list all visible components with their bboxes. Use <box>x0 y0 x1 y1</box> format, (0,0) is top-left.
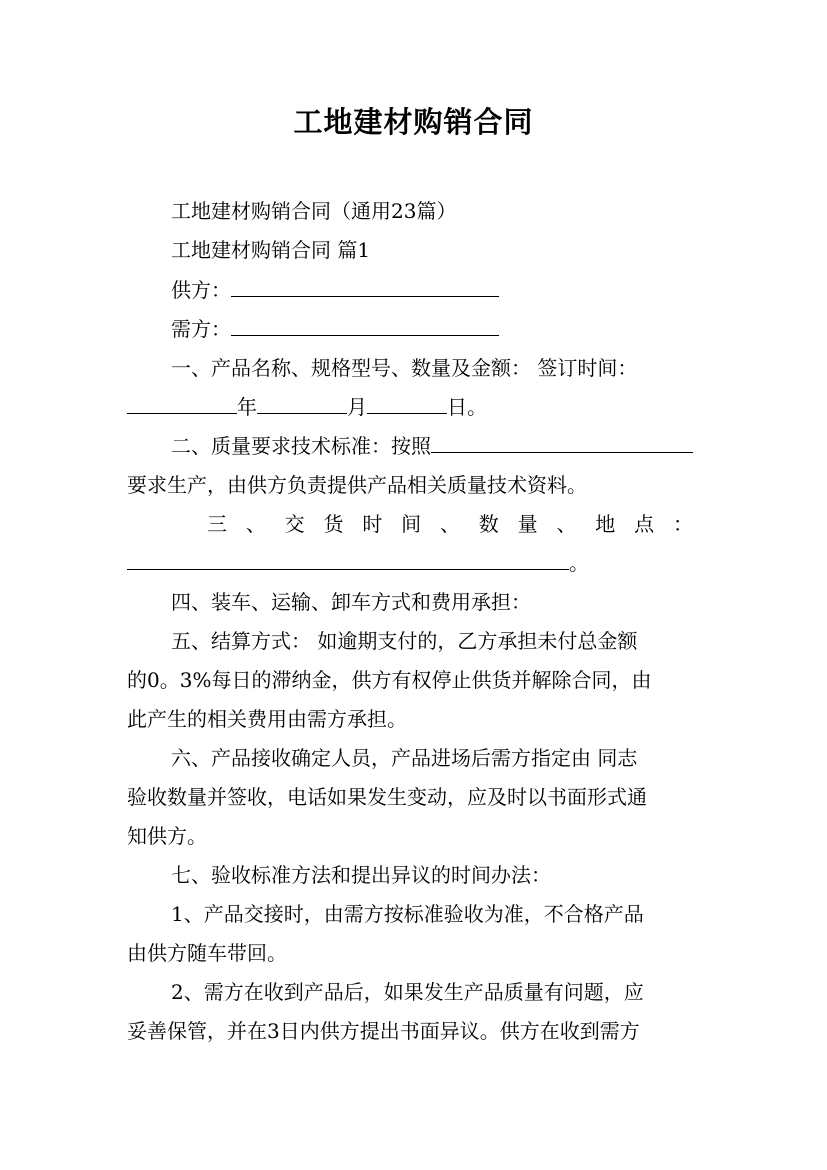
item-3-char: 、 <box>245 512 266 536</box>
item-3-char: 地 <box>595 512 616 536</box>
item-4: 四、装车、运输、卸车方式和费用承担： <box>171 590 531 614</box>
item-7-2-line-2: 妥善保管，并在3日内供方提出书面异议。供方在收到需方 <box>127 1019 640 1043</box>
item-2-text: 二、质量要求技术标准：按照 <box>171 434 431 458</box>
item-6-line-3: 知供方。 <box>127 824 207 848</box>
day-label: 日。 <box>447 395 487 419</box>
year-label: 年 <box>237 395 257 419</box>
item-3-char: 点 <box>634 512 655 536</box>
item-3-char: 数 <box>478 512 499 536</box>
supplier-label: 供方： <box>171 278 231 302</box>
item-3-char: ： <box>672 512 693 536</box>
item-5-line-2: 的0。3%每日的滞纳金，供方有权停止供货并解除合同，由 <box>127 668 652 692</box>
day-blank <box>367 395 447 414</box>
item-7: 七、验收标准方法和提出异议的时间办法： <box>171 863 551 887</box>
item-3 <box>207 511 693 537</box>
item-7-1-line-1: 1、产品交接时，由需方按标准验收为准，不合格产品 <box>171 902 644 926</box>
item-2-blank <box>431 434 693 453</box>
item-3-char: 三 <box>207 512 227 536</box>
item-6-line-2: 验收数量并签收，电话如果发生变动，应及时以书面形式通 <box>127 785 647 809</box>
item-3-char: 交 <box>284 512 305 536</box>
item-7-1-line-2: 由供方随车带回。 <box>127 941 287 965</box>
item-3-char: 间 <box>401 512 422 536</box>
item-3-char: 、 <box>556 512 577 536</box>
buyer-line <box>171 316 702 342</box>
item-5-line-3: 此产生的相关费用由需方承担。 <box>127 707 407 731</box>
month-blank <box>257 395 347 414</box>
signing-date-line <box>127 394 702 420</box>
subtitle: 工地建材购销合同（通用23篇） <box>171 199 457 223</box>
item-3-char: 时 <box>362 512 383 536</box>
document-title: 工地建材购销合同 <box>293 105 534 139</box>
buyer-blank <box>231 317 499 336</box>
item-3-char: 、 <box>439 512 460 536</box>
item-3-end: 。 <box>569 551 589 575</box>
item-2 <box>171 433 702 459</box>
supplier-blank <box>231 278 499 297</box>
item-7-2-line-1: 2、需方在收到产品后，如果发生产品质量有问题，应 <box>171 980 644 1004</box>
item-3-blank-line <box>127 550 702 576</box>
supplier-line <box>171 277 702 303</box>
month-label: 月 <box>347 395 367 419</box>
buyer-label: 需方： <box>171 317 231 341</box>
item-1: 一、产品名称、规格型号、数量及金额： 签订时间： <box>171 356 638 380</box>
item-2-continued: 要求生产，由供方负责提供产品相关质量技术资料。 <box>127 473 587 497</box>
item-3-char: 货 <box>323 512 344 536</box>
year-blank <box>127 395 237 414</box>
item-6-line-1: 六、产品接收确定人员，产品进场后需方指定由 同志 <box>171 746 638 770</box>
item-3-char: 量 <box>517 512 538 536</box>
delivery-blank <box>127 551 569 570</box>
section-heading: 工地建材购销合同 篇1 <box>171 238 371 262</box>
item-5-line-1: 五、结算方式： 如逾期支付的，乙方承担未付总金额 <box>171 629 638 653</box>
